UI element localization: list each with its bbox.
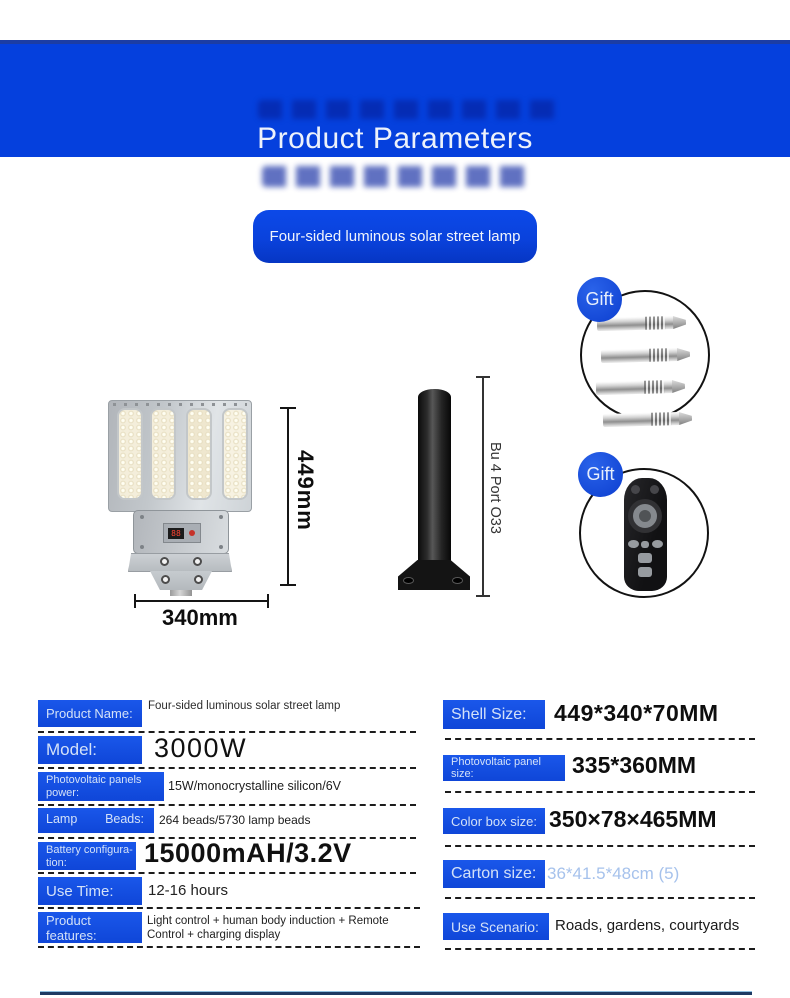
divider — [38, 767, 416, 769]
screw-dot — [219, 545, 223, 549]
lamp-led-panel — [222, 408, 248, 500]
divider — [38, 872, 416, 874]
spec-label: Lamp Beads: — [38, 808, 154, 833]
spec-row-model — [38, 733, 248, 764]
divider — [445, 845, 755, 847]
spec-label: Photovoltaic panels power: — [38, 772, 164, 801]
dimension-cap — [476, 595, 490, 597]
gift-badge: Gift — [577, 277, 622, 322]
spec-value: 449*340*70MM — [554, 700, 719, 726]
screw-dot — [140, 515, 144, 519]
spec-value: Light control + human body induction + Remote Control + charging display — [147, 915, 389, 942]
dimension-cap — [280, 584, 296, 586]
bolt-dot — [194, 575, 203, 584]
screw-dot — [219, 515, 223, 519]
remote-nav-pad — [628, 499, 662, 533]
mounting-pole-image — [418, 389, 451, 573]
spec-value: 350×78×465MM — [549, 806, 717, 832]
spec-value: 335*360MM — [572, 752, 697, 778]
remote-button — [638, 567, 652, 577]
remote-button — [631, 485, 640, 494]
bolt-dot — [161, 575, 170, 584]
bolt-dot — [160, 557, 169, 566]
banner-watermark-bottom — [262, 166, 527, 187]
lamp-led-panel — [186, 408, 212, 500]
lamp-mount-plate — [128, 553, 232, 572]
spec-value: 15000mAH/3.2V — [144, 838, 352, 868]
spec-row-lamp-beads — [38, 808, 310, 833]
lamp-width-label: 340mm — [162, 605, 238, 630]
spec-value: Roads, gardens, courtyards — [555, 917, 740, 934]
spec-label: Use Scenario: — [443, 913, 549, 940]
pole-dimension-line — [482, 377, 484, 597]
flange-hole — [452, 577, 463, 584]
divider — [445, 948, 755, 950]
divider — [445, 738, 755, 740]
divider — [445, 791, 755, 793]
remote-button — [638, 553, 652, 563]
bolt-dot — [193, 557, 202, 566]
divider — [38, 907, 420, 909]
section-divider-rule — [40, 991, 752, 995]
remote-button — [641, 541, 649, 548]
expansion-bolt — [596, 380, 674, 395]
dimension-cap — [476, 376, 490, 378]
product-tag-pill: Four-sided luminous solar street lamp — [253, 210, 537, 263]
divider — [445, 897, 755, 899]
spec-label: Shell Size: — [443, 700, 545, 729]
spec-row-battery — [38, 838, 352, 870]
spec-label: Model: — [38, 736, 142, 764]
pole-base-flange — [398, 560, 470, 590]
banner-watermark-top — [258, 100, 558, 119]
spec-row-pv-panel-size — [443, 752, 697, 781]
lamp-led-panel — [150, 408, 176, 500]
spec-value: 264 beads/5730 lamp beads — [159, 813, 311, 827]
expansion-bolt — [603, 412, 681, 427]
spec-row-pv-power — [38, 772, 341, 801]
spec-value: Four-sided luminous solar street lamp — [148, 700, 341, 712]
spec-label: Product Name: — [38, 700, 142, 727]
spec-row-product-name — [38, 700, 398, 727]
spec-row-color-box-size — [443, 808, 717, 834]
remote-button — [652, 540, 663, 548]
expansion-bolt — [601, 348, 679, 363]
dimension-cap — [267, 594, 269, 608]
remote-button — [650, 485, 659, 494]
spec-label: Use Time: — [38, 877, 142, 905]
divider — [38, 946, 420, 948]
spec-row-shell-size — [443, 700, 719, 729]
spec-value: 36*41.5*48cm (5) — [547, 864, 680, 883]
page-title: Product Parameters — [257, 122, 533, 155]
spec-row-features — [38, 912, 423, 943]
lamp-height-label: 449mm — [293, 450, 318, 531]
spec-label: Color box size: — [443, 808, 545, 834]
lamp-display — [163, 523, 201, 543]
dimension-cap — [134, 594, 136, 608]
remote-control-image — [624, 478, 667, 591]
screw-dot — [140, 545, 144, 549]
spec-value: 12-16 hours — [148, 882, 229, 899]
spec-value: 15W/monocrystalline silicon/6V — [168, 779, 341, 793]
lamp-indicator-dot — [189, 530, 195, 536]
dimension-cap — [280, 407, 296, 409]
gift-badge: Gift — [578, 452, 623, 497]
lamp-led-panel — [117, 408, 143, 500]
remote-button — [628, 540, 639, 548]
spec-label: Carton size: — [443, 860, 545, 888]
spec-label: Photovoltaic panel size: — [443, 755, 565, 781]
flange-hole — [403, 577, 414, 584]
width-dimension-line — [135, 600, 268, 602]
spec-row-use-time — [38, 877, 228, 905]
spec-row-use-scenario — [443, 913, 739, 940]
lamp-display-digits: 88 — [168, 528, 184, 539]
pole-dimension-label: Bu 4 Port O33 — [487, 442, 503, 534]
height-dimension-line — [287, 408, 289, 585]
spec-label: Product features: — [38, 912, 142, 943]
divider — [38, 804, 416, 806]
spec-row-carton-size — [443, 860, 679, 888]
spec-label: Battery configura-tion: — [38, 842, 136, 870]
banner — [0, 40, 790, 157]
spec-value: 3000W — [154, 733, 248, 763]
